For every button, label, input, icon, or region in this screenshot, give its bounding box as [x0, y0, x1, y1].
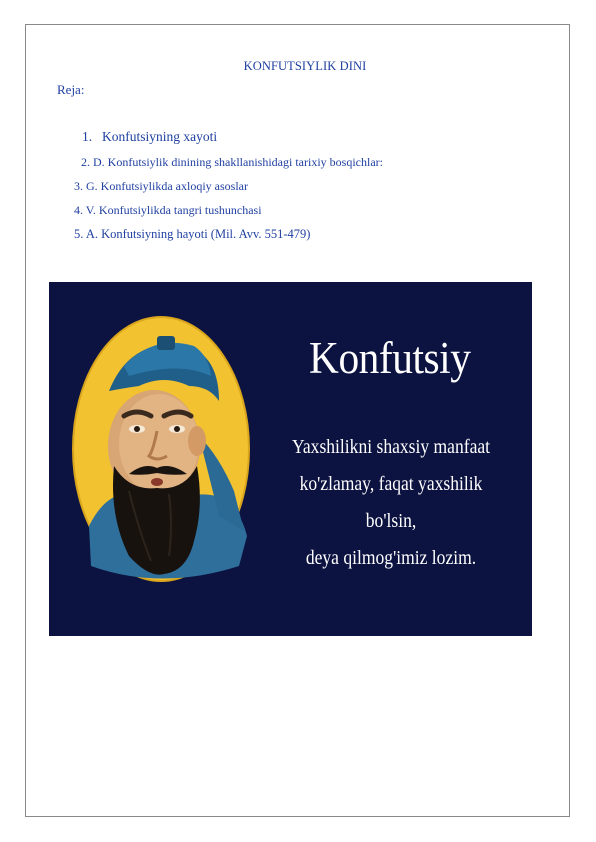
confucius-portrait-illustration [69, 316, 259, 586]
banner-quote [283, 429, 499, 577]
confucius-banner-image [49, 282, 532, 636]
plan-item-2 [81, 155, 383, 170]
plan-item-1 [82, 129, 217, 145]
banner-title: Konfutsiy [309, 333, 471, 383]
plan-item-text: Konfutsiyning xayoti [102, 129, 218, 144]
plan-item-text: D. Konfutsiylik dinining shakllanishidagi tarixiy bosqichlar: [93, 155, 383, 169]
quote-line-1: Yaxshilikni shaxsiy manfaat [291, 437, 491, 458]
plan-item-number: 2. [81, 155, 90, 169]
plan-item-text: G. Konfutsiylikda axloqiy asoslar [86, 179, 248, 193]
plan-item-3 [74, 179, 248, 194]
plan-item-text: A. Konfutsiyning hayoti (Mil. Avv. 551-479) [85, 227, 311, 241]
quote-line-2: ko'zlamay, faqat yaxshilik bo'lsin, [299, 474, 483, 532]
plan-item-5 [74, 227, 310, 242]
document-title: KONFUTSIYLIK DINI [243, 59, 367, 73]
plan-item-number: 4. [74, 203, 83, 217]
plan-item-text: V. Konfutsiylikda tangri tushunchasi [85, 203, 262, 217]
quote-line-3: deya qilmog'imiz lozim. [305, 548, 477, 569]
plan-item-4 [74, 203, 262, 218]
plan-item-number: 1. [82, 129, 93, 144]
plan-label: Reja: [57, 82, 85, 97]
plan-item-number: 3. [74, 179, 83, 193]
plan-item-number: 5. [74, 227, 84, 241]
